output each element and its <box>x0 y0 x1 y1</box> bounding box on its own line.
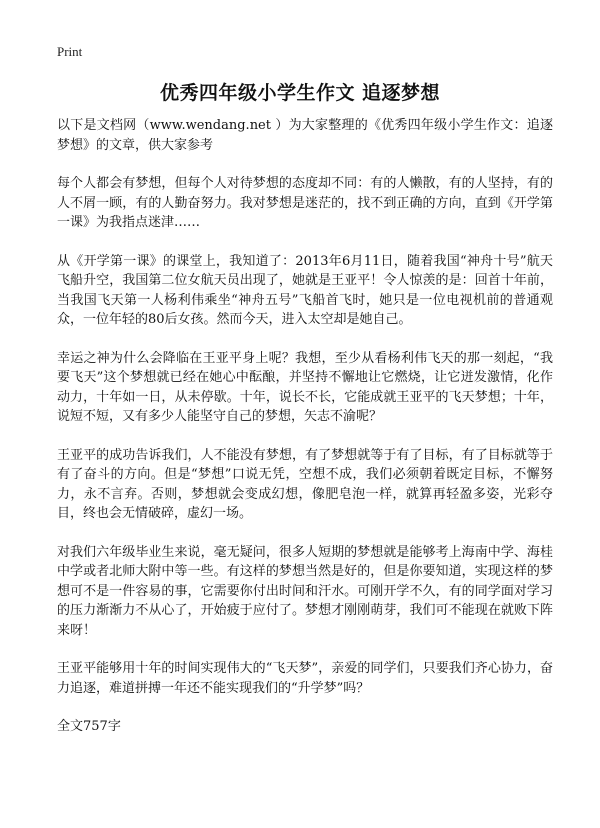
body-paragraph-4: 王亚平的成功告诉我们，人不能没有梦想，有了梦想就等于有了目标，有了目标就等于有了奋斗的方向。但是“梦想”口说无凭，空想不成，我们必须朝着既定目标，不懈努力，永不言弃。否则，梦想就会变成幻想，像肥皂泡一样，就算再轻盈多姿，光彩夺目，终也会无情破碎，虚幻一场。 <box>57 447 553 521</box>
intro-paragraph: 以下是文档网（www.wendang.net ）为大家整理的《优秀四年级小学生作文：追逐梦想》的文章，供大家参考 <box>57 118 553 153</box>
body-paragraph-1: 每个人都会有梦想，但每个人对待梦想的态度却不同：有的人懒散，有的人坚持，有的人不屑一顾，有的人勤奋努力。我对梦想是迷茫的，找不到正确的方向，直到《开学第一课》为我指点迷津…… <box>57 176 553 230</box>
article-body <box>57 116 553 737</box>
article-title: 优秀四年级小学生作文 追逐梦想 <box>159 82 441 104</box>
body-paragraph-5: 对我们六年级毕业生来说，毫无疑问，很多人短期的梦想就是能够考上海南中学、海桂中学或者北师大附中等一些。有这样的梦想当然是好的，但是你要知道，实现这样的梦想可不是一件容易的事，它需要你付出时间和汗水。可刚开学不久，有的同学面对学习的压力渐渐力不从心了，开始疲于应付了。梦想才刚刚萌芽，我们可不能现在就败下阵来呀！ <box>57 544 553 638</box>
body-paragraph-6: 王亚平能够用十年的时间实现伟大的“飞天梦”，亲爱的同学们，只要我们齐心协力，奋力追逐，难道拼搏一年还不能实现我们的“升学梦”吗？ <box>57 661 553 696</box>
body-paragraph-2: 从《开学第一课》的课堂上，我知道了：2013年6月11日，随着我国“神舟十号”航天飞船升空，我国第二位女航天员出现了，她就是王亚平！令人惊羡的是：回首十年前，当我国飞天第一人杨利伟乘坐“神舟五号”飞船首飞时，她只是一位电视机前的普通观众，一位年轻的80后女孩。然而今天，进入太空却是她自己。 <box>57 253 553 327</box>
word-count: 全文757字 <box>57 719 121 734</box>
print-link[interactable]: Print <box>57 44 83 59</box>
body-paragraph-3: 幸运之神为什么会降临在王亚平身上呢？我想，至少从看杨利伟飞天的那一刻起，“我要飞天”这个梦想就已经在她心中酝酿，并坚持不懈地让它燃烧，让它迸发激情，化作动力，十年如一日，从未停歇。十年，说长不长，它能成就王亚平的飞天梦想；十年，说短不短，又有多少人能坚守自己的梦想，矢志不渝呢？ <box>57 350 553 424</box>
